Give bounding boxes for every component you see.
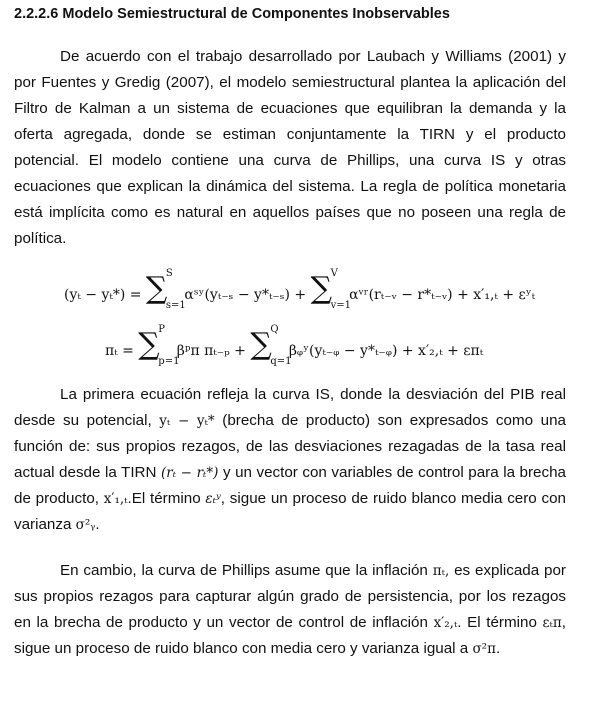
paragraph-phillips-explanation: En cambio, la curva de Phillips asume que la inflación πₜ, es explicada por sus propios rezagos para capturar algún grado de persistencia, por los rezagos en la brecha de producto y un vector de control de inflación x′₂,ₜ. El término εₜπ, sigue un proceso de ruido blanco con media cero y varianza igual a σ²π. xyxy=(14,562,566,657)
summation-sign: ∑ P p=1 xyxy=(138,324,180,367)
section-heading: 2.2.2.6 Modelo Semiestructural de Componentes Inobservables xyxy=(14,6,450,22)
paragraph-intro: De acuerdo con el trabajo desarrollado por Laubach y Williams (2001) y por Fuentes y Gredig (2007), el modelo semiestructural plantea la aplicación del Filtro de Kalman a un sistema de ecuaciones que equilibran la demanda y la oferta agregada, donde se estiman conjuntamente la TIRN y el producto potencial. El modelo contiene una curva de Phillips, una curva IS y otras ecuaciones que explican la dinámica del sistema. La regla de política monetaria está implícita como es natural en aquellos países que no poseen una regla de política. xyxy=(14,48,566,247)
equation-is-curve: (yₜ − yₜ*) = ∑ S s=1 αˢʸ(yₜ₋ₛ − y*ₜ₋ₛ) + ∑ V v=1 αᵛʳ(rₜ₋ᵥ − r*ₜ₋ᵥ) + x′₁,ₜ + εʸₜ xyxy=(64,268,536,311)
paragraph-is-explanation: La primera ecuación refleja la curva IS, donde la desviación del PIB real desde su potencial, yₜ − yₜ* (brecha de producto) son expresados como una función de: sus propios rezagos, de las desviaciones rezagadas de la tasa real actual desde la TIRN (rₜ − rₜ*) y un vector con variables de control para la brecha de producto, x′₁,ₜ.El término εₜʸ, sigue un proceso de ruido blanco media cero con varianza σ²ᵧ. xyxy=(14,386,566,533)
summation-sign: ∑ Q q=1 xyxy=(250,324,292,367)
summation-sign: ∑ V v=1 xyxy=(310,268,351,311)
summation-sign: ∑ S s=1 xyxy=(145,268,186,311)
equation-phillips-curve: πₜ = ∑ P p=1 βᵖπ πₜ₋ₚ + ∑ Q q=1 βᵩʸ(yₜ₋ᵩ − y*ₜ₋ᵩ) + x′₂,ₜ + επₜ xyxy=(105,324,484,367)
